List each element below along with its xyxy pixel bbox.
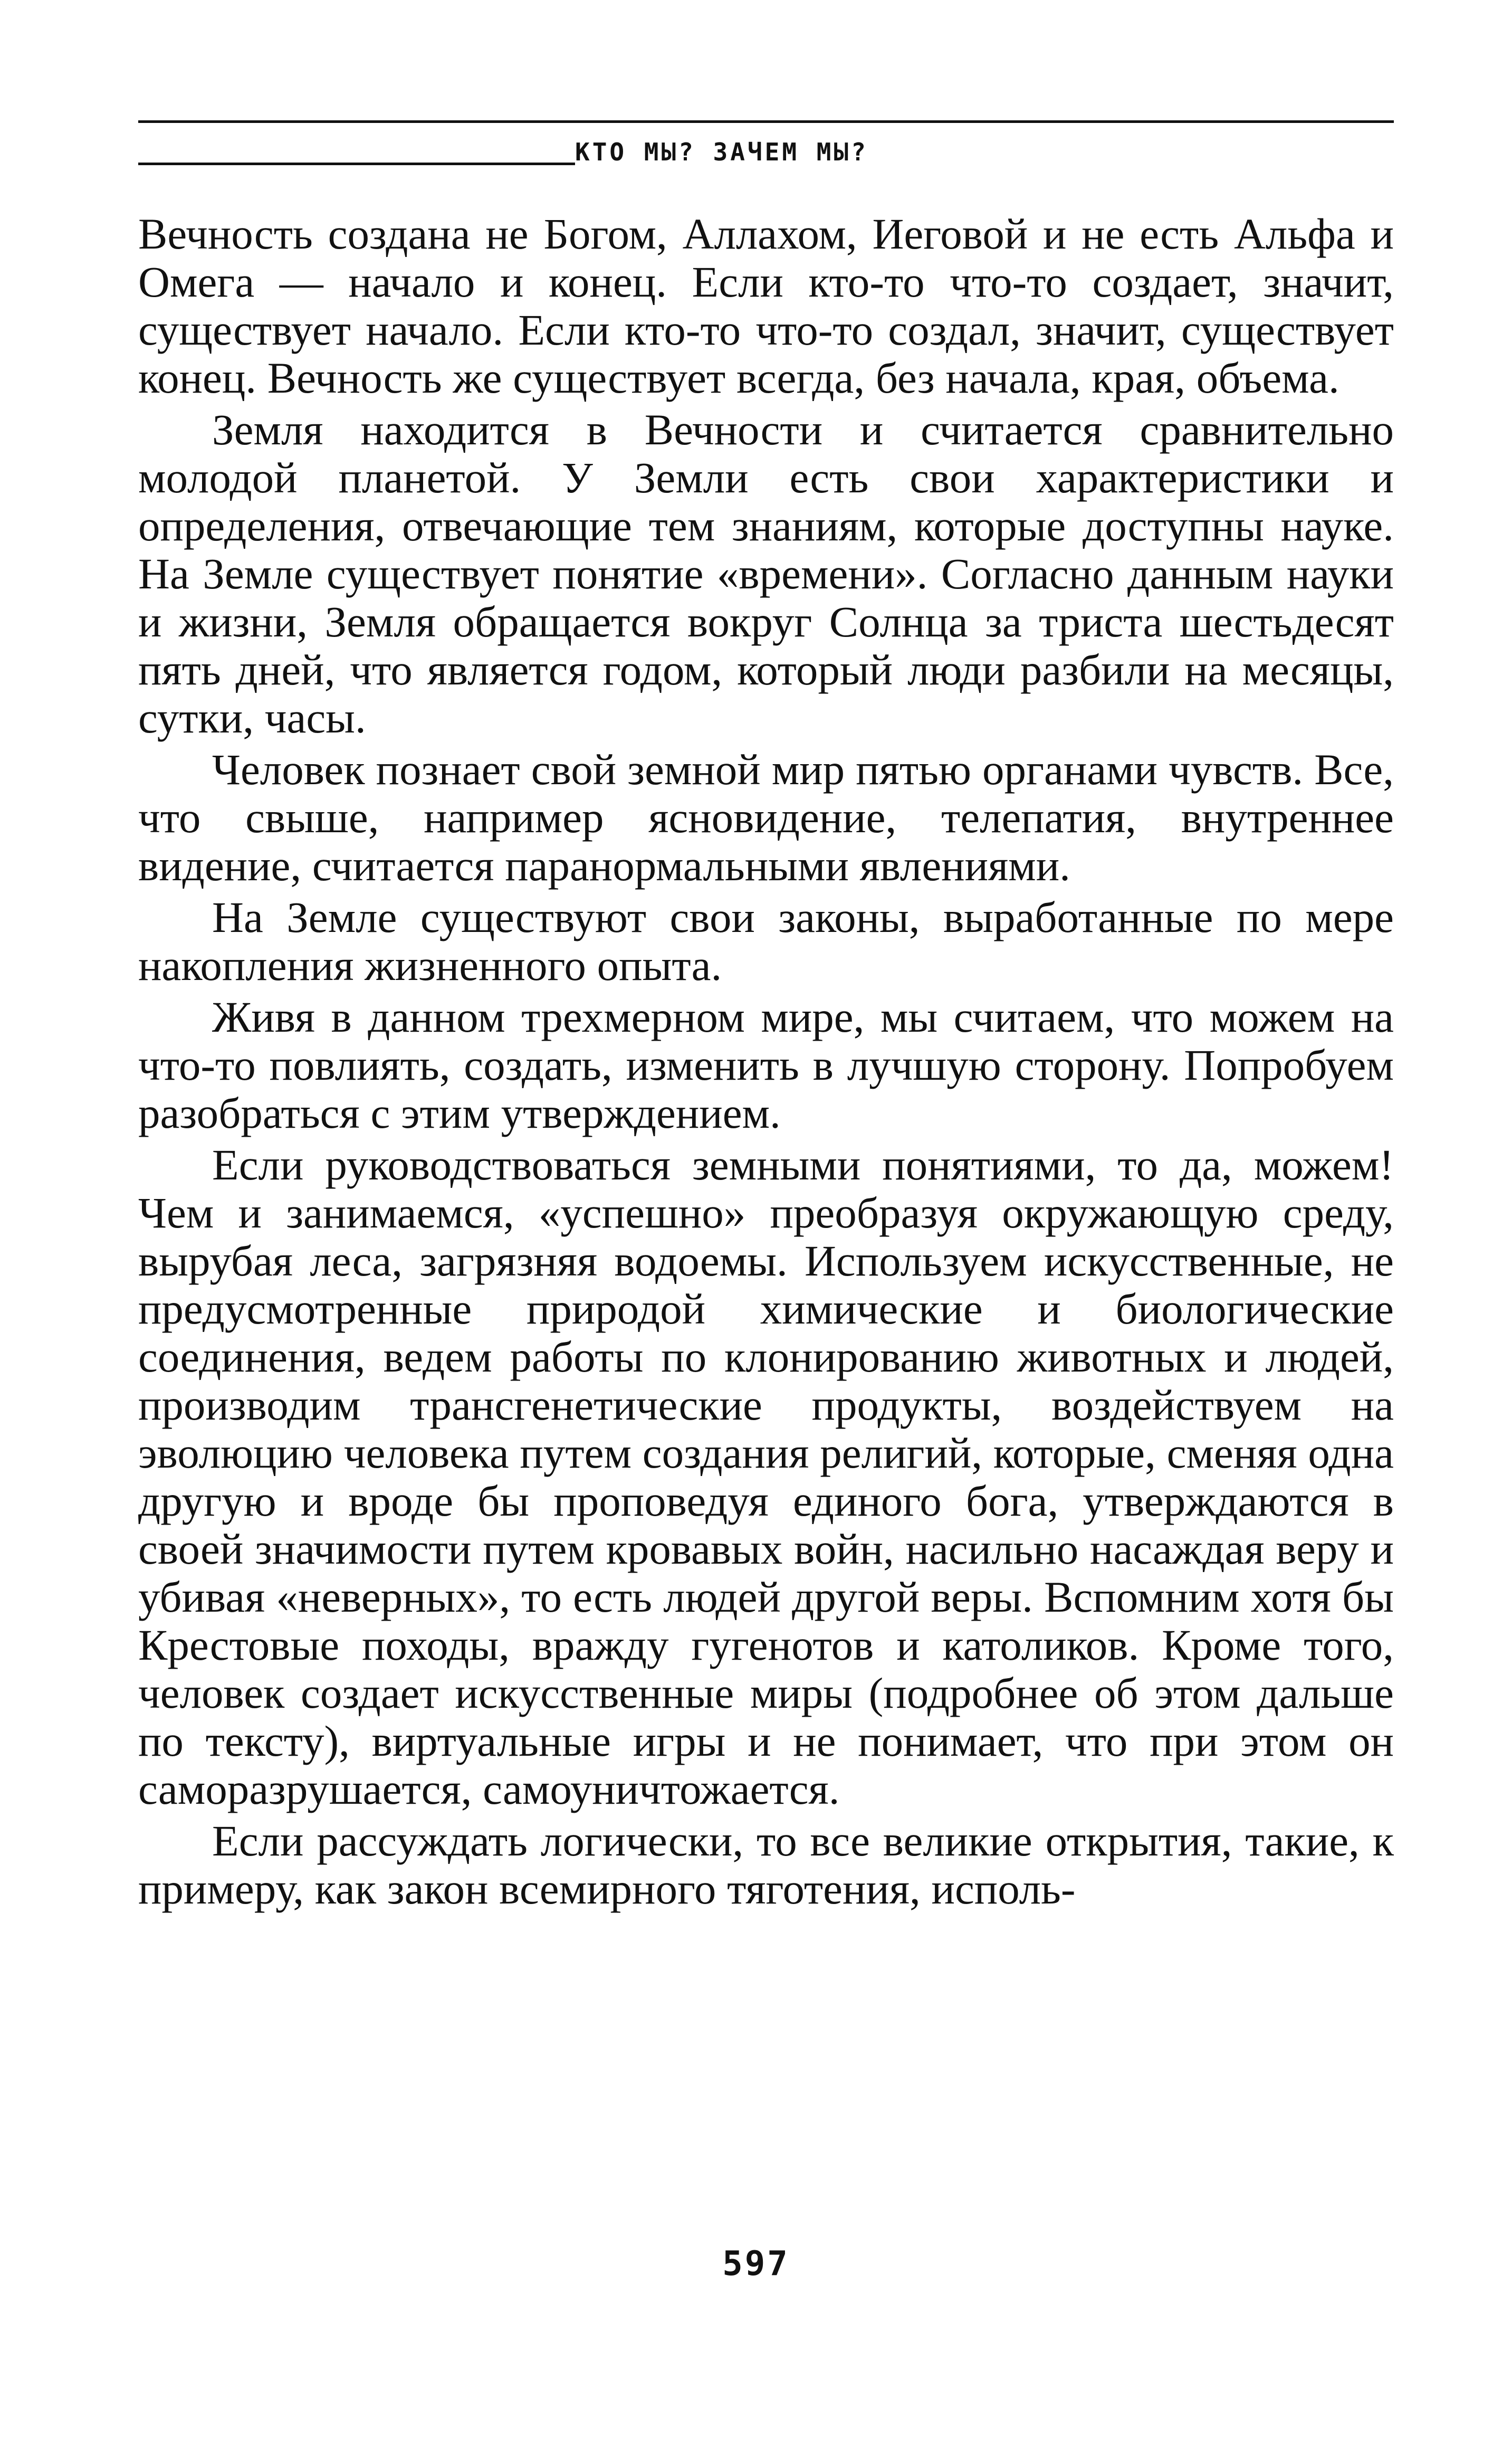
page-header xyxy=(138,120,1394,178)
body-text xyxy=(138,210,1394,1917)
header-rule-top xyxy=(138,120,1394,123)
paragraph-7: Если рассуждать логически, то все великие открытия, такие, к примеру, как закон всемирного тяготения, исполь- xyxy=(138,1816,1394,1913)
paragraph-1: Вечность создана не Богом, Аллахом, Иеговой и не есть Альфа и Омега — начало и конец. Если кто-то что-то создает, значит, существует начало. Если кто-то что-то создал, значит, существует конец. Вечность же существует всегда, без начала, края, объема. xyxy=(138,210,1394,402)
header-rule-left xyxy=(138,163,575,165)
paragraph-2: Земля находится в Вечности и считается сравнительно молодой планетой. У Земли есть свои характеристики и определения, отвечающие тем знаниям, которые доступны науке. На Земле существует понятие «времени». Согласно данным науки и жизни, Земля обращается вокруг Солнца за триста шестьдесят пять дней, что является годом, который люди разбили на месяцы, сутки, часы. xyxy=(138,405,1394,742)
page-number: 597 xyxy=(722,2244,790,2283)
paragraph-4: На Земле существуют свои законы, выработанные по мере накопления жизненного опыта. xyxy=(138,893,1394,989)
paragraph-5: Живя в данном трехмерном мире, мы считаем, что можем на что-то повлиять, создать, изменить в лучшую сторону. Попробуем разобраться с этим утверждением. xyxy=(138,993,1394,1137)
paragraph-3: Человек познает свой земной мир пятью органами чувств. Все, что свыше, например ясновидение, телепатия, внутреннее видение, считается паранормальными явлениями. xyxy=(138,745,1394,890)
running-head: КТО МЫ? ЗАЧЕМ МЫ? xyxy=(575,138,868,166)
paragraph-6: Если руководствоваться земными понятиями, то да, можем! Чем и занимаемся, «успешно» преобразуя окружающую среду, вырубая леса, загрязняя водоемы. Используем искусственные, не предусмотренные природой химические и биологические соединения, ведем работы по клонированию животных и людей, производим трансгенетические продукты, воздействуем на эволюцию человека путем создания религий, которые, сменяя одна другую и вроде бы проповедуя единого бога, утверждаются в своей значимости путем кровавых войн, насильно насаждая веру и убивая «неверных», то есть людей другой веры. Вспомним хотя бы Крестовые походы, вражду гугенотов и католиков. Кроме того, человек создает искусственные миры (подробнее об этом дальше по тексту), виртуальные игры и не понимает, что при этом он саморазрушается, самоуничтожается. xyxy=(138,1140,1394,1813)
